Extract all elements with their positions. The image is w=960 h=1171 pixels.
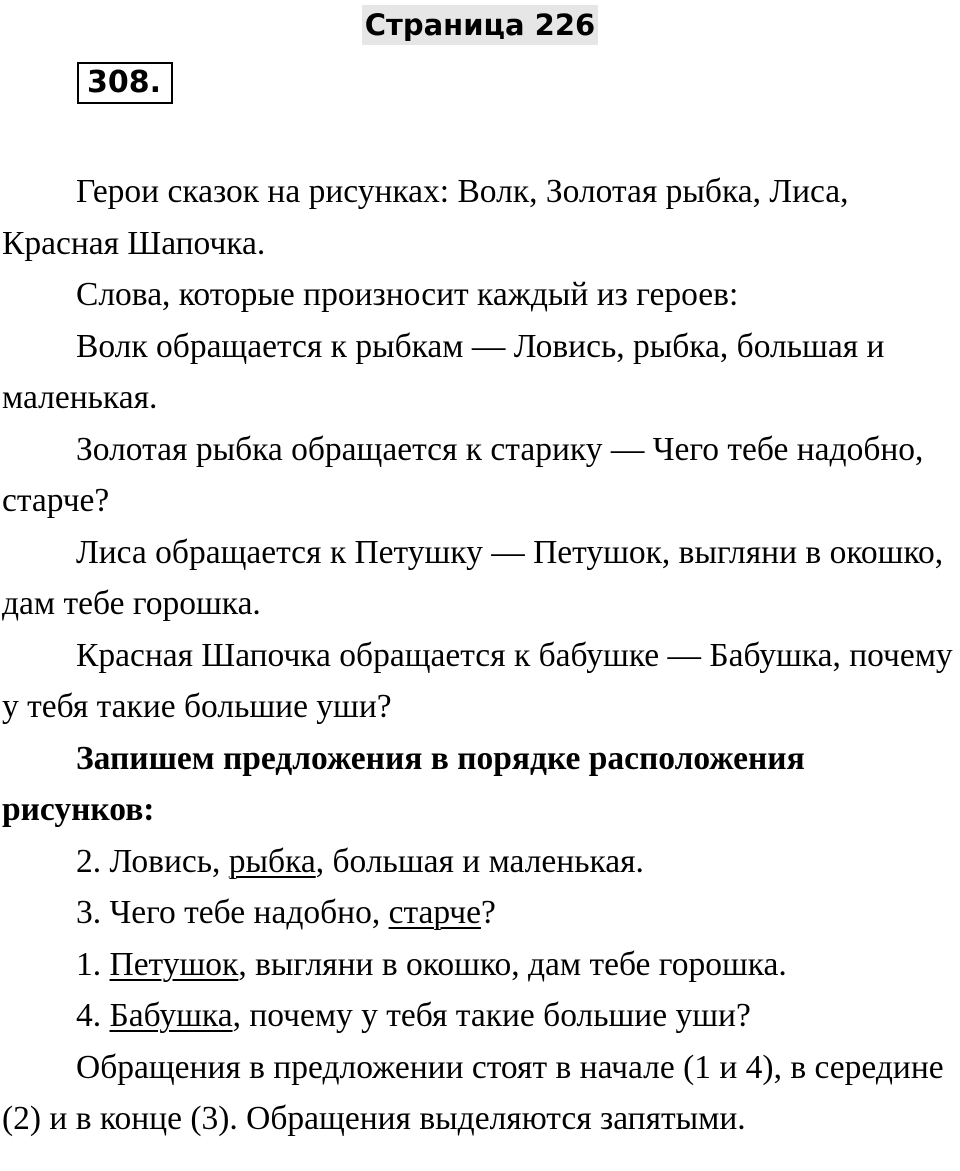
sentence-4-before: 4.	[76, 997, 110, 1034]
page-header	[0, 5, 960, 45]
sentence-4	[2, 990, 960, 1042]
paragraph-words-intro: Слова, которые произносит каждый из героев:	[76, 276, 739, 313]
paragraph-conclusion: Обращения в предложении стоят в начале (1 и 4), в середине (2) и в конце (3). Обращения выделяются запятыми.	[2, 1048, 944, 1137]
sentence-1-address: Петушок	[109, 945, 239, 983]
sentence-1	[2, 939, 960, 991]
sentence-2-address: рыбка	[228, 842, 316, 880]
sentence-2	[2, 836, 960, 888]
sentence-3-before: 3. Чего тебе надобно,	[76, 894, 389, 931]
sentence-4-after: , почему у тебя такие большие уши?	[232, 997, 751, 1034]
task-number-value: 308	[87, 65, 150, 100]
sentence-3-after: ?	[481, 894, 496, 931]
sentence-1-before: 1.	[76, 945, 110, 983]
sentence-3	[2, 887, 960, 939]
sentence-3-address: старче	[388, 894, 482, 931]
page-title: Страница 226	[362, 5, 598, 45]
paragraph-fox: Лиса обращается к Петушку — Петушок, выгляни в окошко, дам тебе горошка.	[2, 533, 944, 622]
paragraph-red-riding-hood: Красная Шапочка обращается к бабушке — Бабушка, почему у тебя такие большие уши?	[2, 636, 953, 725]
task-number	[77, 62, 173, 104]
paragraph-goldfish: Золотая рыбка обращается к старику — Чего тебе надобно, старче?	[2, 430, 924, 519]
answer-text	[2, 166, 960, 1145]
sentence-1-after: , выгляни в окошко, дам тебе горошка.	[238, 945, 787, 983]
paragraph-instruction: Запишем предложения в порядке расположения рисунков:	[2, 739, 805, 828]
sentence-2-before: 2. Ловись,	[76, 842, 229, 880]
paragraph-wolf: Волк обращается к рыбкам — Ловись, рыбка, большая и маленькая.	[2, 327, 885, 416]
sentence-4-address: Бабушка	[109, 997, 233, 1034]
paragraph-heroes: Герои сказок на рисунках: Волк, Золотая рыбка, Лиса, Красная Шапочка.	[2, 173, 849, 262]
task-number-suffix: .	[149, 65, 162, 100]
sentence-2-after: , большая и маленькая.	[315, 842, 644, 880]
task-number-box	[77, 62, 173, 104]
